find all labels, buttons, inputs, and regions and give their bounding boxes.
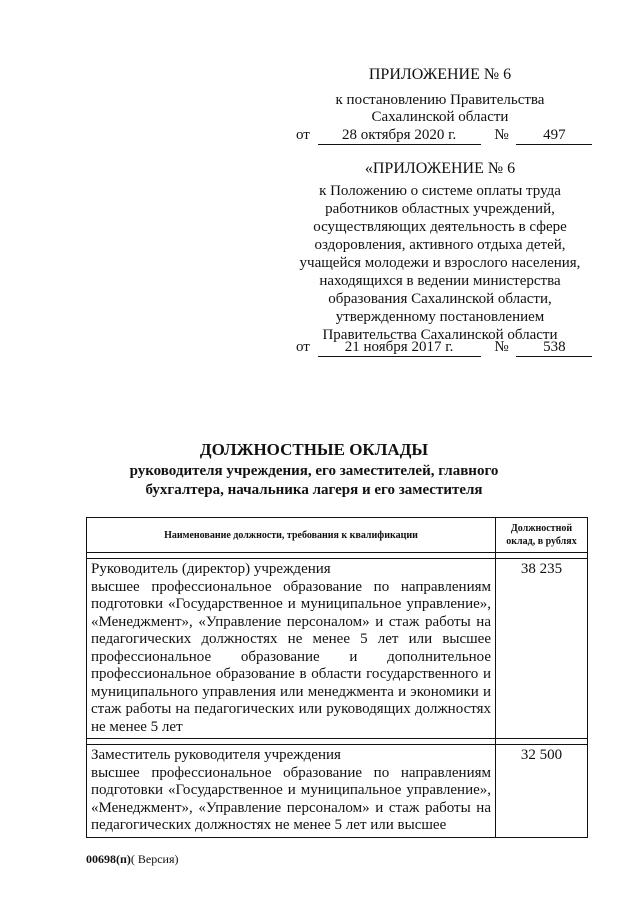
decree-date: 28 октября 2020 г. [318, 126, 481, 145]
inner-line: находящихся в ведении министерства [319, 273, 561, 289]
position-title: Руководитель (директор) учреждения [91, 561, 331, 577]
decree-reference-line1: к постановлению Правительства [335, 92, 545, 108]
inner-line: учащейся молодежи и взрослого населения, [299, 255, 581, 271]
salary-cell: 38 235 [496, 559, 588, 739]
subtitle-line: бухгалтера, начальника лагеря и его заместителя [145, 482, 483, 498]
inner-line: утвержденному постановлением [335, 309, 545, 325]
subtitle-line: руководителя учреждения, его заместителей, главного [129, 463, 499, 479]
decree-date-line [296, 126, 596, 145]
inner-line: осуществляющих деятельность в сфере [313, 219, 567, 235]
position-cell [87, 745, 496, 838]
position-requirements: высшее профессиональное образование по направлениям подготовки «Государственное и муниципальное управление», «Менеджмент», «Управление персоналом» и стаж работы на педагогических должностях не менее 5 лет или высшее [91, 764, 491, 833]
document-code: 00698(п) [86, 852, 131, 866]
number-label: № [494, 127, 509, 143]
salary-table [86, 517, 588, 838]
column-header-salary: Должностной оклад, в рублях [496, 518, 588, 553]
appendix-title: ПРИЛОЖЕНИЕ № 6 [368, 66, 512, 83]
position-requirements: высшее профессиональное образование по направлениям подготовки «Государственное и муниципальное управление», «Менеджмент», «Управление персоналом» и стаж работы на педагогических должностях не менее 5 лет или высшее профессиональное образование и дополнительное профессиональное образование в области государственного и муниципального управления или менеджмента и экономики и стаж работы на педагогических или руководящих должностях не менее 5 лет [91, 578, 491, 735]
table-header-row [87, 518, 588, 553]
position-title: Заместитель руководителя учреждения [91, 747, 341, 763]
from-label: от [296, 127, 310, 143]
inner-appendix-title: «ПРИЛОЖЕНИЕ № 6 [364, 160, 516, 177]
table-row [87, 559, 588, 739]
inner-appendix-text [290, 182, 590, 344]
inner-date-line [296, 338, 596, 357]
inner-line: оздоровления, активного отдыха детей, [314, 237, 566, 253]
document-title: ДОЛЖНОСТНЫЕ ОКЛАДЫ [199, 440, 429, 459]
position-cell [87, 559, 496, 739]
document-version: ( Версия) [130, 852, 179, 866]
inner-number: 538 [516, 338, 592, 357]
inner-number-label: № [494, 339, 509, 355]
inner-line: образования Сахалинской области, [328, 291, 552, 307]
column-header-position: Наименование должности, требования к квалификации [87, 518, 496, 553]
decree-reference-line2: Сахалинской области [371, 109, 509, 125]
salary-cell: 32 500 [496, 745, 588, 838]
inner-from-label: от [296, 339, 310, 355]
inner-line: к Положению о системе оплаты труда [319, 183, 561, 199]
document-subtitle [0, 462, 628, 500]
inner-date: 21 ноября 2017 г. [318, 338, 481, 357]
decree-number: 497 [516, 126, 592, 145]
footer [86, 852, 179, 867]
inner-line: работников областных учреждений, [325, 201, 555, 217]
table-row [87, 745, 588, 838]
inner-line: Правительства Сахалинской области [322, 327, 558, 343]
